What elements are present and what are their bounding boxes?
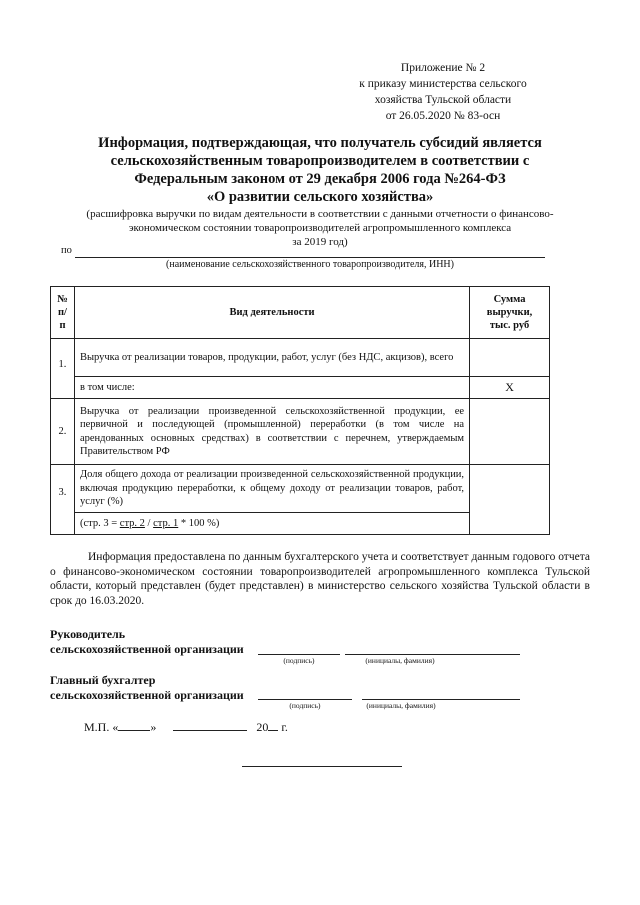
row-activity: Выручка от реализации произведенной сельскохозяйственной продукции, ее первичной и последующей (промышленной) переработки (в том числе на арендованных основных средствах) в соответствии с перечнем, утверждаемым Правительством РФ: [74, 399, 469, 465]
table-row: [51, 399, 550, 465]
table-row: [51, 465, 550, 513]
row-number: 1.: [51, 339, 75, 399]
appendix-line: к приказу министерства сельского: [359, 78, 527, 90]
name-caption: (инициалы, фамилия): [366, 701, 436, 710]
signature-caption: (подпись): [289, 701, 321, 710]
header-sum-line1: Сумма: [493, 294, 526, 305]
row-activity: в том числе:: [74, 377, 469, 399]
revenue-table: [50, 286, 550, 535]
year-prefix: 20: [256, 720, 269, 734]
producer-caption: (наименование сельскохозяйственного товаропроизводителя, ИНН): [166, 259, 454, 270]
row-activity: Доля общего дохода от реализации произведенной сельскохозяйственной продукции, включая продукцию переработки, к общему доходу от реализации товаров, работ, услуг (%): [74, 465, 469, 513]
accountant-org: сельскохозяйственной организации: [50, 688, 244, 702]
header-number-line1: №: [57, 294, 68, 305]
row-number: 3.: [51, 465, 75, 535]
info-paragraph: [50, 550, 590, 608]
title-line: Информация, подтверждающая, что получатель субсидий является: [98, 135, 542, 151]
year-suffix: г.: [278, 720, 288, 734]
header-sum-line2: выручки,: [486, 307, 533, 318]
subtitle-line: экономическом состоянии товаропроизводителей агропромышленного комплекса: [128, 222, 512, 234]
row-value-cell[interactable]: [470, 465, 550, 535]
head-name-field[interactable]: [345, 654, 520, 655]
header-number: [51, 287, 75, 339]
title-line: сельскохозяйственным товаропроизводителем в соответствии с: [110, 153, 530, 169]
appendix-header: [338, 60, 548, 124]
accountant-name-field[interactable]: [362, 699, 520, 700]
row-formula: [74, 513, 469, 535]
header-number-line2: п/п: [58, 307, 67, 331]
header-sum: [470, 287, 550, 339]
stamp-quote: »: [150, 720, 157, 734]
accountant-signature-field[interactable]: [258, 699, 352, 700]
row-value-cell[interactable]: [470, 339, 550, 377]
row-activity: Выручка от реализации товаров, продукции, работ, услуг (без НДС, акцизов), всего: [74, 339, 469, 377]
month-field[interactable]: [173, 720, 247, 731]
table-row: [51, 339, 550, 377]
row-value-cell: X: [470, 377, 550, 399]
formula-part: стр. 2: [119, 517, 145, 529]
stamp-mp: М.П. «: [84, 720, 119, 734]
formula-end: * 100 %): [178, 517, 220, 529]
info-text: Информация предоставлена по данным бухгалтерского учета и соответствует данным годового отчета о финансово-экономическом состоянии товаропроизводителей агропромышленного комплекса Тульской области, который представлен (будет представлен) в министерство сельского хозяйства Тульской области в срок до 16.03.2020.: [50, 551, 590, 607]
title-line: «О развитии сельского хозяйства»: [206, 189, 434, 205]
header-activity: Вид деятельности: [74, 287, 469, 339]
producer-prefix: по: [61, 245, 72, 256]
table-header-row: [51, 287, 550, 339]
document-subtitle: [30, 207, 610, 249]
bottom-divider: [242, 766, 402, 767]
document-title: [40, 134, 600, 206]
subtitle-line: (расшифровка выручки по видам деятельности в соответствии с данными отчетности о финансово-: [86, 208, 554, 220]
table-row: [51, 377, 550, 399]
stamp-date-line: [84, 720, 288, 735]
title-line: Федеральным законом от 29 декабря 2006 года №264-ФЗ: [134, 171, 506, 187]
year-field[interactable]: [268, 720, 278, 731]
head-signature-field[interactable]: [258, 654, 340, 655]
formula-start: (стр. 3 =: [79, 517, 120, 529]
signature-caption: (подпись): [283, 656, 315, 665]
day-field[interactable]: [118, 720, 150, 731]
producer-name-field[interactable]: [75, 257, 545, 258]
appendix-line: от 26.05.2020 № 83-осн: [385, 110, 501, 122]
accountant-signature-label: [50, 673, 244, 703]
header-sum-line3: тыс. руб: [489, 320, 530, 331]
formula-slash: /: [144, 517, 154, 529]
accountant-title: Главный бухгалтер: [50, 673, 156, 687]
appendix-line: хозяйства Тульской области: [374, 94, 512, 106]
head-title: Руководитель: [50, 627, 126, 641]
row-number: 2.: [51, 399, 75, 465]
head-org: сельскохозяйственной организации: [50, 642, 244, 656]
formula-part: стр. 1: [153, 517, 179, 529]
name-caption: (инициалы, фамилия): [365, 656, 435, 665]
head-signature-label: [50, 627, 244, 657]
subtitle-line: за 2019 год): [292, 236, 348, 248]
appendix-line: Приложение № 2: [400, 62, 486, 74]
row-value-cell[interactable]: [470, 399, 550, 465]
